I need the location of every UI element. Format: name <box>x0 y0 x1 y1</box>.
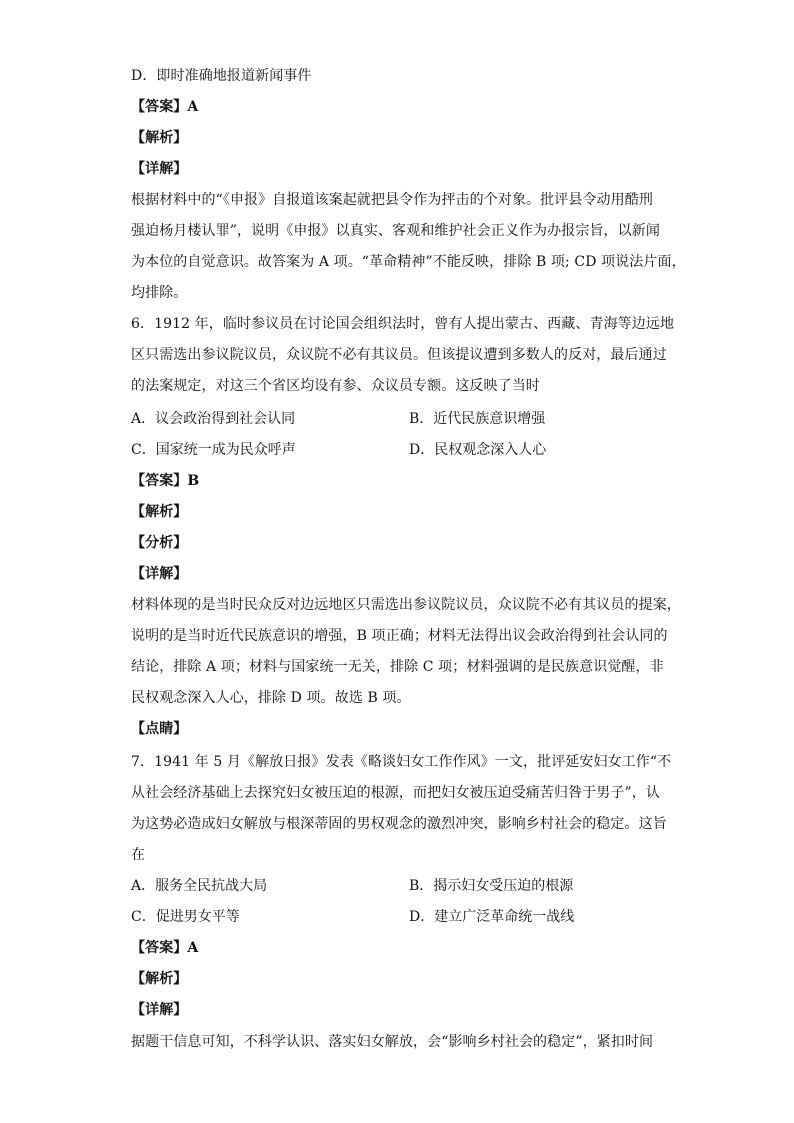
q6-stem-line-3: 的法案规定，对这三个省区均设有参、众议员专额。这反映了当时 <box>131 378 540 394</box>
q7-detail-tag: 【详解】 <box>131 1002 188 1018</box>
q5-detail-line-2: 强迫杨月楼认罪”，说明《申报》以真实、客观和维护社会正义作为办报宗旨，以新闻 <box>131 223 660 239</box>
q6-stem-line-1: 6．1912 年，临时参议员在讨论国会组织法时，曾有人提出蒙古、西藏、青海等边远地 <box>131 316 675 332</box>
q6-stem-line-2: 区只需选出参议院议员，众议院不必有其议员。但该提议遭到多数人的反对，最后通过 <box>131 347 667 363</box>
q6-detail-line-3: 结论，排除 A 项；材料与国家统一无关，排除 C 项；材料强调的是民族意识觉醒，非 <box>131 659 664 675</box>
q5-answer: 【答案】A <box>131 99 199 115</box>
q7-option-c: C．促进男女平等 <box>131 909 240 925</box>
q5-detail-line-3: 为本位的自觉意识。故答案为 A 项。“革命精神”不能反映，排除 B 项; CD 项说法片面， <box>131 254 686 270</box>
q7-answer: 【答案】A <box>131 940 199 956</box>
q7-stem-line-4: 在 <box>131 847 146 863</box>
q5-option-d: D．即时准确地报道新闻事件 <box>131 68 312 84</box>
q6-fenxi-tag: 【分析】 <box>131 535 188 551</box>
q7-stem-line-2: 从社会经济基础上去探究妇女被压迫的根源，而把妇女被压迫受痛苦归咎于男子”，认 <box>131 785 660 801</box>
q5-detail-line-4: 均排除。 <box>131 285 188 301</box>
q6-option-d: D．民权观念深入人心 <box>409 442 547 458</box>
q6-detail-line-4: 民权观念深入人心，排除 D 项。故选 B 项。 <box>131 690 411 706</box>
q6-detail-line-2: 说明的是当时近代民族意识的增强，B 项正确；材料无法得出议会政治得到社会认同的 <box>131 628 668 644</box>
q6-detail-tag: 【详解】 <box>131 566 188 582</box>
q7-option-b: B．揭示妇女受压迫的根源 <box>409 878 574 894</box>
q5-analysis-tag: 【解析】 <box>131 130 188 146</box>
q6-option-b: B．近代民族意识增强 <box>409 411 546 427</box>
q6-option-a: A．议会政治得到社会认同 <box>131 411 296 427</box>
q5-detail-line-1: 根据材料中的“《申报》自报道该案起就把县令作为抨击的个对象。批评县令动用酷刑 <box>131 192 653 208</box>
q7-option-d: D．建立广泛革命统一战线 <box>409 909 575 925</box>
q7-option-a: A．服务全民抗战大局 <box>131 878 268 894</box>
q7-stem-line-1: 7．1941 年 5 月《解放日报》发表《略谈妇女工作作风》一文，批评延安妇女工作“不 <box>131 754 672 770</box>
q6-option-c: C．国家统一成为民众呼声 <box>131 442 296 458</box>
q6-analysis-tag: 【解析】 <box>131 504 188 520</box>
q6-answer: 【答案】B <box>131 473 200 489</box>
q7-analysis-tag: 【解析】 <box>131 971 188 987</box>
q6-detail-line-1: 材料体现的是当时民众反对边远地区只需选出参议院议员，众议院不必有其议员的提案， <box>131 597 681 613</box>
q6-dianjing-tag: 【点睛】 <box>131 721 188 737</box>
q7-detail-line-1: 据题干信息可知，不科学认识、落实妇女解放，会“影响乡村社会的稳定”，紧扣时间 <box>131 1034 654 1050</box>
q5-detail-tag: 【详解】 <box>131 161 188 177</box>
q7-stem-line-3: 为这势必造成妇女解放与根深蒂固的男权观念的激烈冲突，影响乡村社会的稳定。这旨 <box>131 816 667 832</box>
